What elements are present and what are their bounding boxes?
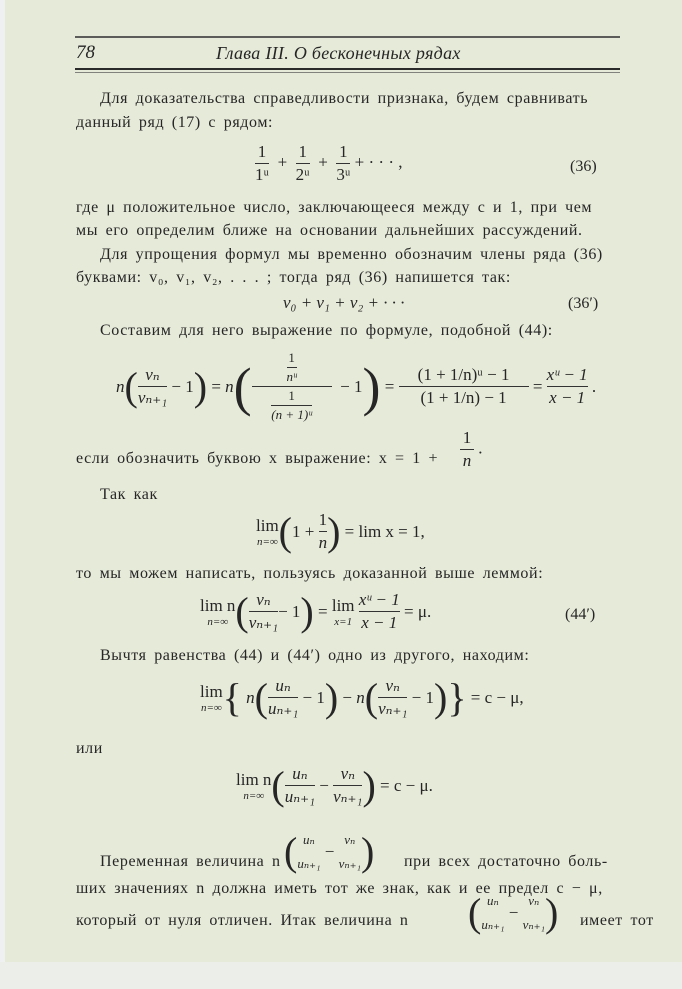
inline-fraction-expression: ( uₙ uₙ₊₁ − vₙ vₙ₊₁ ) <box>468 890 559 935</box>
equation-final-limit: lim n n=∞ ( $\frac{\text{uₙ}}{\text{uₙ₊₁}}$ − $\frac{\text{vₙ}}{\text{vₙ₊₁}}$ ) = c − μ. <box>236 762 433 808</box>
paragraph-line: который от нуля отличен. Итак величина n <box>76 912 409 929</box>
equation-36-prime: v₀ + v₁ + v₂ + · · · <box>283 293 405 312</box>
running-title: Глава III. О бесконечных рядах <box>216 43 461 63</box>
equation-limit-1: lim n=∞ ( 1 + $\frac{1}{n}$ ) = lim x = 1, <box>256 508 425 554</box>
page-number: 78 <box>76 42 95 63</box>
paragraph-line: Так как <box>100 486 158 503</box>
equation-difference: lim n=∞ { n ( $\frac{\text{uₙ}}{\text{uₙ₊₁}}$ − 1 ) − n ( $\frac{\text{vₙ}}{\text{vₙ₊₁}}$ − 1 ) } = c − μ, <box>200 674 524 720</box>
equation-label: (36) <box>570 158 597 175</box>
page-edge <box>0 0 5 989</box>
equation-label: (36′) <box>568 295 599 312</box>
paragraph-line: где μ положительное число, заключающееся между c и 1, при чем <box>76 199 593 216</box>
header-rule-top <box>75 36 620 38</box>
equation-x-fraction: $\frac{1}{n}$ . <box>460 428 483 471</box>
equation-ratio: n ( $\frac{\text{vₙ}}{\text{vₙ₊₁}}$ − 1 ) = n ( $\frac{\frac{1}{\text{nᵘ}}}{\frac{1}{\text{(n + 1)ᵘ}}}$ − 1 ) = $\frac{\text{(1 + 1/n)ᵘ − 1}}{(1 + 1/n) - 1}$ = $\frac{\text{xᵘ − 1}}{x - 1}$ . <box>116 350 597 422</box>
paragraph-line: Для упрощения формул мы временно обозначим члены ряда (36) <box>100 246 603 263</box>
paragraph-line: имеет тот <box>580 912 654 929</box>
equation-label: (44′) <box>565 606 596 623</box>
equation-36: $\frac{1}{\text{1ᵘ}}$ + $\frac{1}{\text{2ᵘ}}$ + $\frac{1}{\text{3ᵘ}}$ + · · · , <box>255 142 403 184</box>
page-bottom-margin <box>0 962 682 989</box>
paragraph-line: Вычтя равенства (44) и (44′) одно из другого, находим: <box>100 647 530 664</box>
paragraph-line: то мы можем написать, пользуясь доказанной выше леммой: <box>76 565 544 582</box>
paragraph-line: данный ряд (17) с рядом: <box>76 114 274 131</box>
header-rule-bottom <box>75 68 620 70</box>
inline-fraction-expression: ( uₙ uₙ₊₁ − vₙ vₙ₊₁ ) <box>284 829 375 874</box>
paragraph-line: ших значениях n должна иметь тот же знак, как и ее предел c − μ, <box>76 880 603 897</box>
paragraph-line: Переменная величина n <box>100 853 281 870</box>
paragraph-line: Составим для него выражение по формуле, подобной (44): <box>100 322 553 339</box>
paragraph-line: мы его определим ближе на основании дальнейших рассуждений. <box>76 222 583 239</box>
header-rule-bottom-thin <box>75 72 620 73</box>
paragraph-line: при всех достаточно боль- <box>404 853 608 870</box>
equation-44-prime: lim n n=∞ ( $\frac{\text{vₙ}}{\text{vₙ₊₁}}$ − 1 ) = lim x=1 $\frac{\text{xᵘ − 1}}{x - 1}$ = μ. <box>200 588 432 634</box>
paragraph-line: буквами: v₀, v₁, v₂, . . . ; тогда ряд (36) напишется так: <box>76 269 511 286</box>
paragraph-line: если обозначить буквою x выражение: x = 1 + <box>76 450 439 467</box>
paragraph-line: Для доказательства справедливости признака, будем сравнивать <box>100 90 589 107</box>
paragraph-line: или <box>76 740 103 757</box>
